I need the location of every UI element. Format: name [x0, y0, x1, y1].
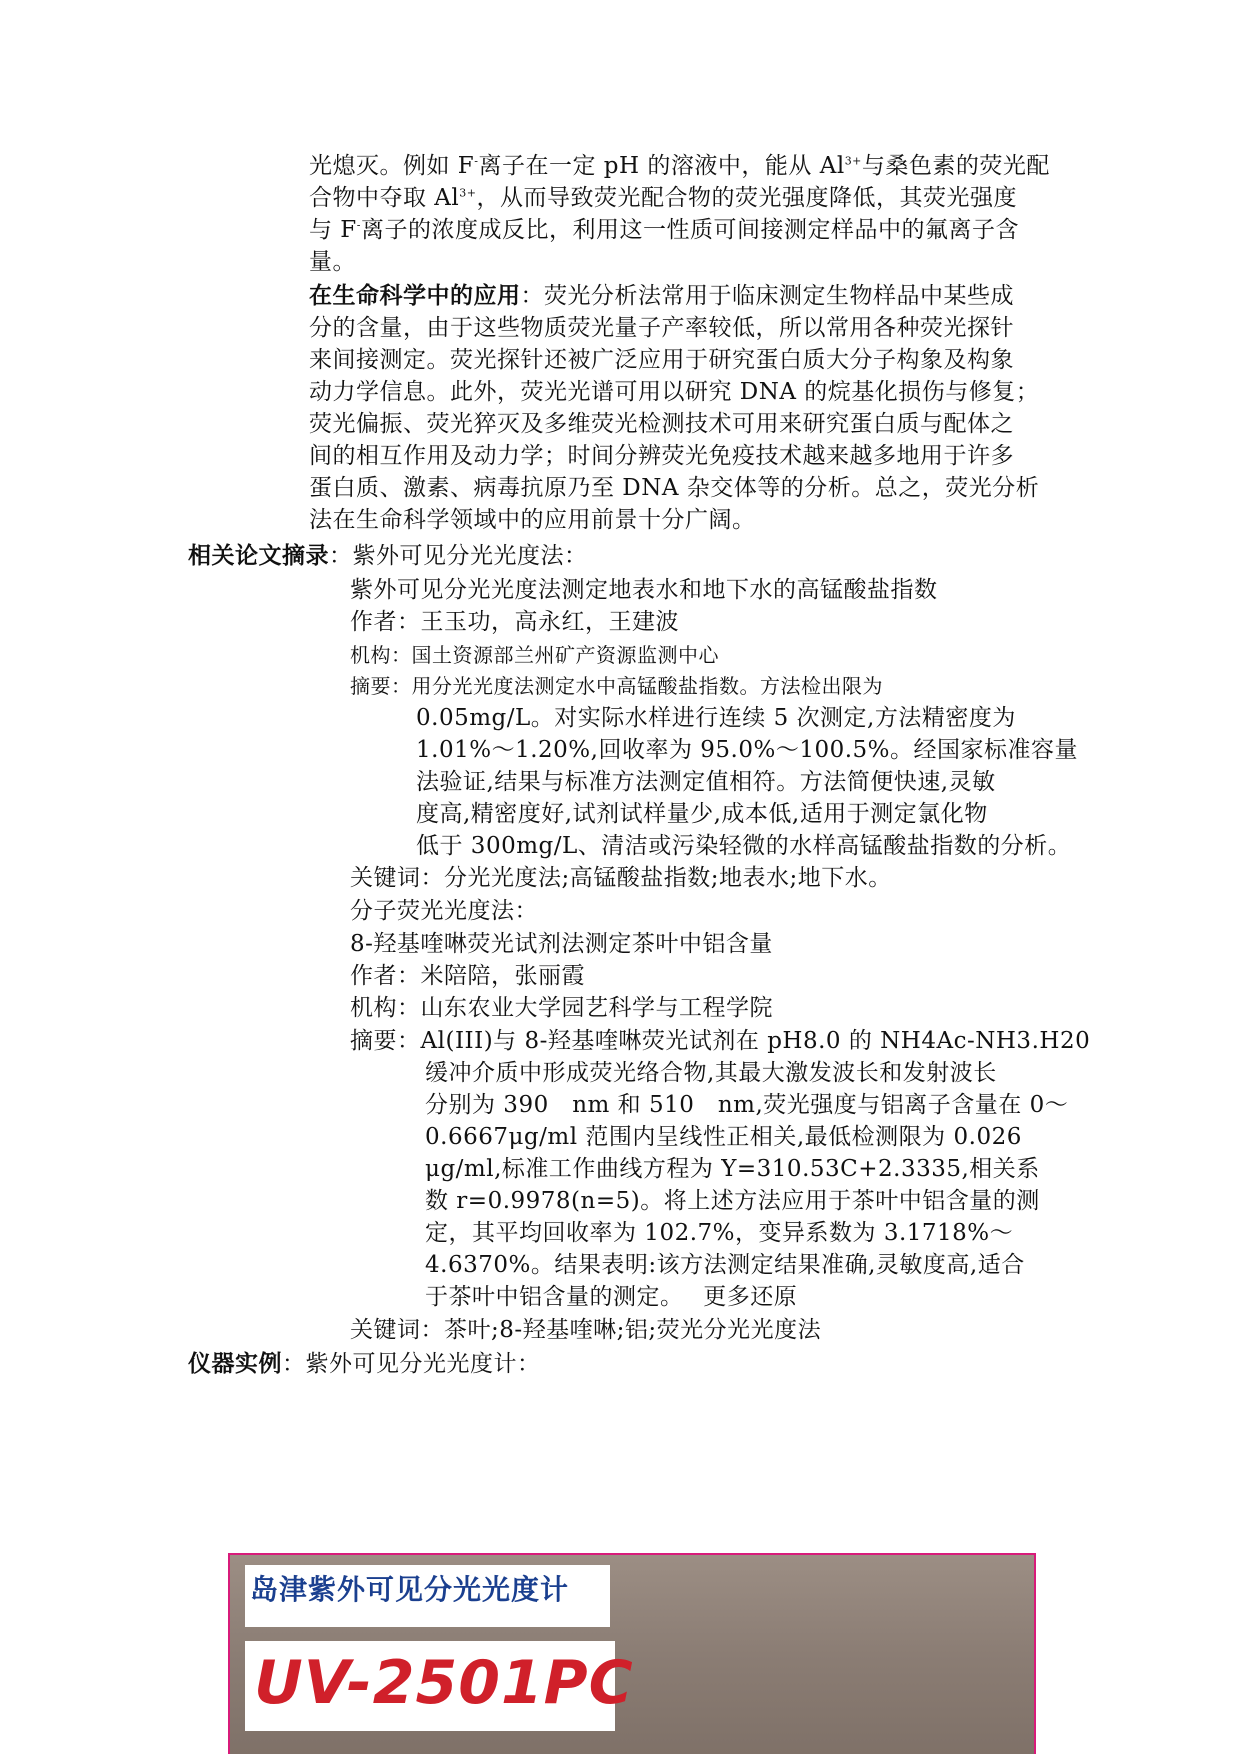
paper2-abstract-line4: 0.6667μg/ml 范围内呈线性正相关,最低检测限为 0.026 — [425, 1124, 1022, 1150]
paper1-abstract-line1: 摘要：用分光光度法测定水中高锰酸盐指数。方法检出限为 — [350, 674, 883, 698]
paper1-abstract-line4: 法验证,结果与标准方法测定值相符。方法简便快速,灵敏 — [416, 769, 996, 795]
paper1-title: 紫外可见分光光度法测定地表水和地下水的高锰酸盐指数 — [350, 577, 938, 603]
paper2-institution: 机构：山东农业大学园艺科学与工程学院 — [350, 995, 773, 1021]
paper1-abstract-line5: 度高,精密度好,试剂试样量少,成本低,适用于测定氯化物 — [416, 801, 988, 827]
para2-line4: 动力学信息。此外，荧光光谱可用以研究 DNA 的烷基化损伤与修复； — [309, 379, 1040, 405]
para1-line2: 合物中夺取 $Al^{3+}$，从而导致荧光配合物的荧光强度降低，其荧光强度 — [309, 185, 1017, 211]
paper2-abstract-line5: μg/ml,标准工作曲线方程为 Y=310.53C+2.3335,相关系 — [425, 1156, 1040, 1182]
paper2-title: 8-羟基喹啉荧光试剂法测定茶叶中铝含量 — [350, 931, 773, 957]
paper2-abstract-line7: 定，其平均回收率为 102.7%，变异系数为 3.1718%～ — [425, 1220, 1014, 1246]
paper2-authors: 作者：米陪陪，张丽霞 — [350, 963, 585, 989]
paper1-keywords: 关键词：分光光度法;高锰酸盐指数;地表水;地下水。 — [350, 865, 892, 891]
photo-label: 岛津紫外可见分光光度计 — [250, 1573, 570, 1606]
paper2-abstract-line2: 缓冲介质中形成荧光络合物,其最大激发波长和发射波长 — [425, 1060, 997, 1086]
paper2-abstract-line6: 数 r=0.9978(n=5)。将上述方法应用于茶叶中铝含量的测 — [425, 1188, 1040, 1214]
paper1-abstract-line2: 0.05mg/L。对实际水样进行连续 5 次测定,方法精密度为 — [416, 705, 1016, 731]
instrument-photo — [228, 1553, 1036, 1754]
paper2-abstract-line9: 于茶叶中铝含量的测定。 更多还原 — [425, 1284, 798, 1310]
para2-line3: 来间接测定。荧光探针还被广泛应用于研究蛋白质大分子构象及构象 — [309, 347, 1014, 373]
papers-heading-line: 相关论文摘录：紫外可见分光光度法： — [188, 543, 588, 569]
para1-line3: 与 F-离子的浓度成反比，利用这一性质可间接测定样品中的氟离子含 — [309, 217, 1019, 243]
para1-line4: 量。 — [309, 249, 356, 275]
paper1-abstract-line3: 1.01%～1.20%,回收率为 95.0%～100.5%。经国家标准容量 — [416, 737, 1079, 763]
para2-line7: 蛋白质、激素、病毒抗原乃至 DNA 杂交体等的分析。总之，荧光分析 — [309, 475, 1040, 501]
para2-line1: 在生命科学中的应用：荧光分析法常用于临床测定生物样品中某些成 — [309, 283, 1014, 309]
paper2-abstract-line8: 4.6370%。结果表明:该方法测定结果准确,灵敏度高,适合 — [425, 1252, 1025, 1278]
papers-heading: 相关论文摘录 — [188, 543, 329, 569]
paper1-authors: 作者：王玉功，高永红，王建波 — [350, 609, 679, 635]
paper1-institution: 机构：国土资源部兰州矿产资源监测中心 — [350, 643, 719, 667]
para2-line8: 法在生命科学领域中的应用前景十分广阔。 — [309, 507, 756, 533]
photo-model: UV-2501PC — [254, 1648, 634, 1718]
paper2-abstract-line1: 摘要：Al(III)与 8-羟基喹啉荧光试剂在 pH8.0 的 NH4Ac-NH3.H20 — [350, 1028, 1091, 1054]
paper2-keywords: 关键词：茶叶;8-羟基喹啉;铝;荧光分光光度法 — [350, 1317, 822, 1343]
para1-line1: 光熄灭。例如 F-离子在一定 pH 的溶液中，能从 $Al^{3+}$与桑色素的荧光配 — [309, 153, 1050, 179]
para2-line6: 间的相互作用及动力学；时间分辨荧光免疫技术越来越多地用于许多 — [309, 443, 1014, 469]
para2-line2: 分的含量，由于这些物质荧光量子产率较低，所以常用各种荧光探针 — [309, 315, 1014, 341]
life-science-heading: 在生命科学中的应用 — [309, 283, 521, 309]
paper1-abstract-line6: 低于 300mg/L、清洁或污染轻微的水样高锰酸盐指数的分析。 — [416, 833, 1072, 859]
fluorescence-section-title: 分子荧光光度法： — [350, 898, 538, 924]
instrument-heading-line: 仪器实例：紫外可见分光光度计： — [188, 1351, 541, 1377]
instrument-heading: 仪器实例 — [188, 1351, 282, 1377]
para2-line5: 荧光偏振、荧光猝灭及多维荧光检测技术可用来研究蛋白质与配体之 — [309, 411, 1014, 437]
paper2-abstract-line3: 分别为 390 nm 和 510 nm,荧光强度与铝离子含量在 0～ — [425, 1092, 1069, 1118]
